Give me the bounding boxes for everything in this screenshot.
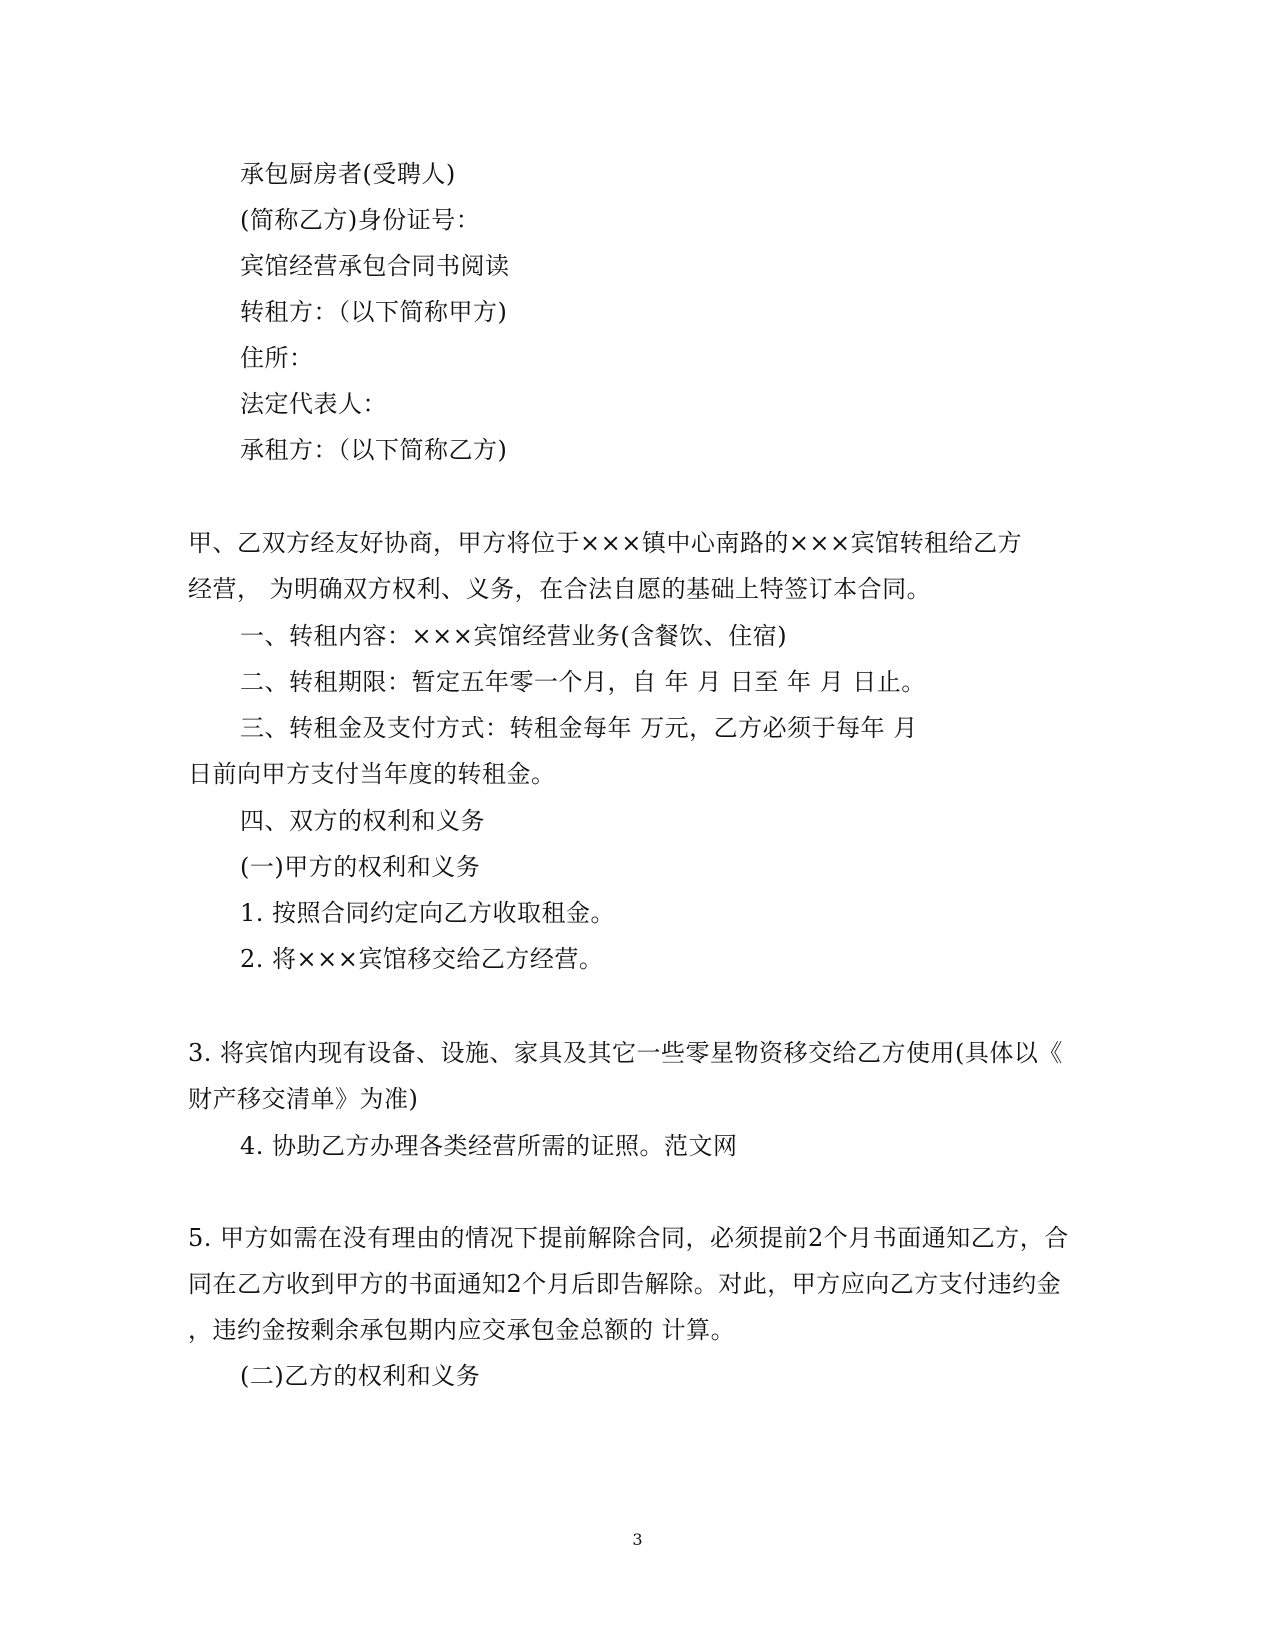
text-line: ，违约金按剩余承包期内应交承包金总额的 计算。: [188, 1316, 736, 1344]
text-line: 1. 按照合同约定向乙方收取租金。: [240, 899, 616, 927]
text-line: 三、转租金及支付方式：转租金每年 万元，乙方必须于每年 月: [240, 714, 918, 742]
text-line: 3. 将宾馆内现有设备、设施、家具及其它一些零星物资移交给乙方使用(具体以《: [188, 1039, 1063, 1067]
text-line: 甲、乙双方经友好协商，甲方将位于×××镇中心南路的×××宾馆转租给乙方: [188, 529, 1023, 557]
text-line: 法定代表人：: [240, 390, 387, 418]
text-line: 财产移交清单》为准): [188, 1085, 419, 1113]
text-line: 四、双方的权利和义务: [240, 807, 485, 835]
text-line: 2. 将×××宾馆移交给乙方经营。: [240, 945, 604, 973]
text-line: 4. 协助乙方办理各类经营所需的证照。范文网: [240, 1132, 738, 1160]
text-line: 二、转租期限：暂定五年零一个月，自 年 月 日至 年 月 日止。: [240, 668, 926, 696]
text-line: 5. 甲方如需在没有理由的情况下提前解除合同，必须提前2个月书面通知乙方，合: [188, 1224, 1069, 1252]
text-line: (简称乙方)身份证号：: [240, 206, 481, 234]
text-line: 一、转租内容：×××宾馆经营业务(含餐饮、住宿): [240, 622, 788, 650]
page-number: 3: [632, 1530, 643, 1549]
text-line: 同在乙方收到甲方的书面通知2个月后即告解除。对此，甲方应向乙方支付违约金: [188, 1270, 1062, 1298]
text-line: 转租方：（以下简称甲方): [240, 298, 508, 326]
text-line: 宾馆经营承包合同书阅读: [240, 252, 510, 280]
text-line: (一)甲方的权利和义务: [240, 853, 481, 881]
text-line: 日前向甲方支付当年度的转租金。: [188, 760, 556, 788]
text-line: 承包厨房者(受聘人): [240, 160, 456, 188]
text-line: 承租方：（以下简称乙方): [240, 436, 508, 464]
text-line: 经营， 为明确双方权利、义务，在合法自愿的基础上特签订本合同。: [188, 575, 932, 603]
text-line: 住所：: [240, 344, 314, 372]
text-line: (二)乙方的权利和义务: [240, 1362, 481, 1390]
